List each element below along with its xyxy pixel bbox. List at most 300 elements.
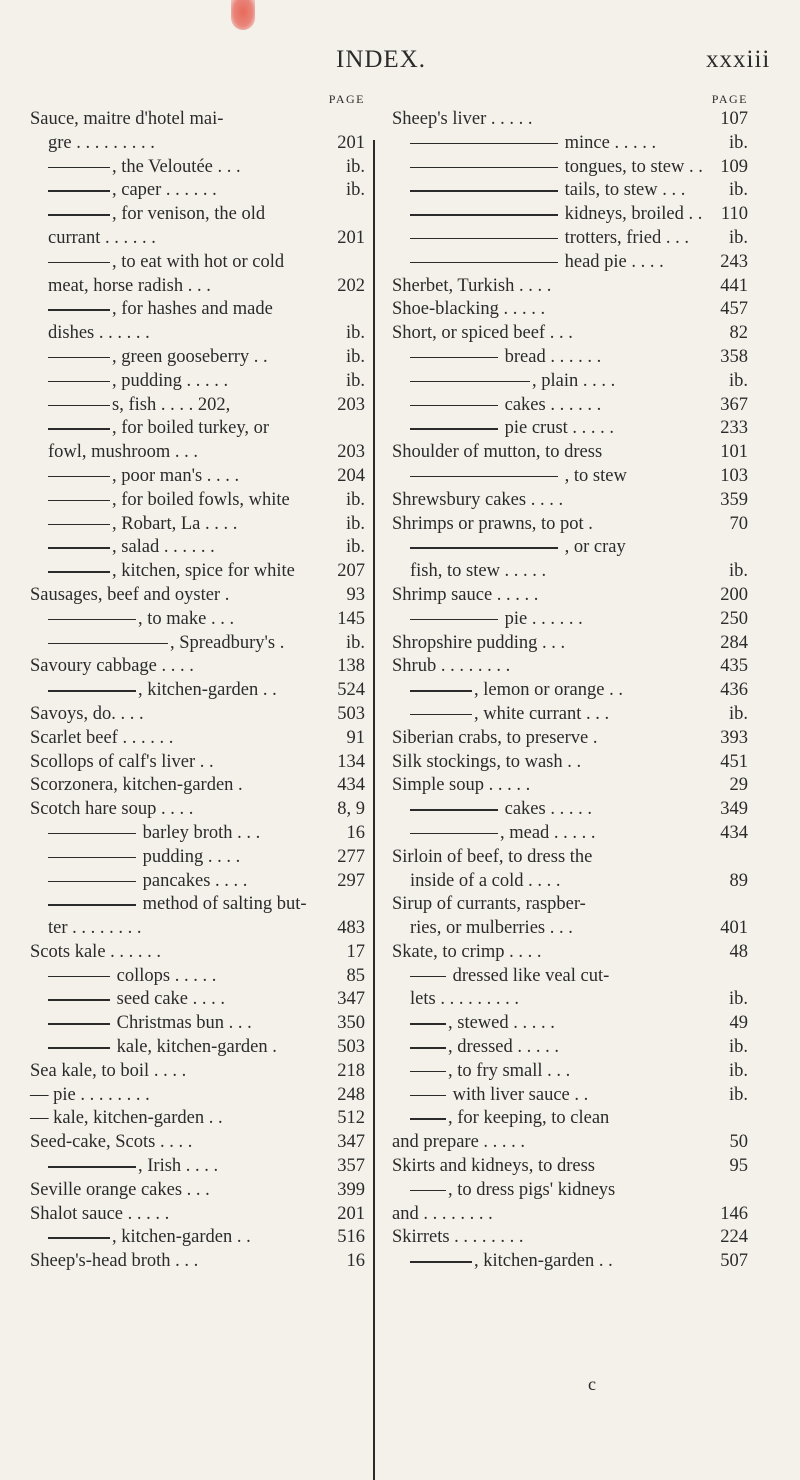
entry-label: method of salting but- bbox=[138, 894, 307, 915]
index-entry bbox=[30, 917, 365, 941]
ditto-rule bbox=[48, 619, 136, 621]
ditto-rule bbox=[410, 167, 558, 169]
ditto-rule bbox=[48, 976, 110, 978]
entry-label: , for venison, the old bbox=[112, 204, 266, 225]
index-entry bbox=[30, 298, 365, 322]
entry-label: Shalot sauce . . . . . bbox=[30, 1203, 170, 1224]
entry-text bbox=[392, 1061, 570, 1081]
entry-text bbox=[30, 418, 269, 438]
entry-page-number: 82 bbox=[727, 322, 749, 346]
entry-page-number: 516 bbox=[334, 1226, 365, 1250]
entry-page-number: ib. bbox=[726, 1060, 748, 1084]
entry-label: , to stew bbox=[560, 465, 627, 486]
entry-page-number: ib. bbox=[726, 1036, 748, 1060]
ditto-rule bbox=[410, 1261, 472, 1263]
entry-label: Sheep's-head broth . . . bbox=[30, 1251, 199, 1272]
index-entry bbox=[30, 941, 365, 965]
entry-page-number: 16 bbox=[344, 822, 366, 846]
index-entry bbox=[30, 156, 365, 180]
index-entry bbox=[392, 132, 748, 156]
index-entry bbox=[30, 132, 365, 156]
ditto-rule bbox=[410, 476, 558, 478]
entry-page-number: 347 bbox=[334, 1131, 365, 1155]
entry-label: dishes . . . . . . bbox=[48, 323, 150, 344]
entry-label: Scarlet beef . . . . . . bbox=[30, 727, 174, 748]
index-entry bbox=[30, 822, 365, 846]
index-entry bbox=[392, 179, 748, 203]
index-entry bbox=[392, 751, 748, 775]
entry-page-number: ib. bbox=[343, 536, 365, 560]
index-entry bbox=[30, 774, 365, 798]
running-title: INDEX. bbox=[336, 46, 427, 73]
entry-text bbox=[30, 871, 247, 891]
entry-text bbox=[30, 1156, 218, 1176]
index-entry bbox=[392, 917, 748, 941]
entry-page-number: 393 bbox=[717, 727, 748, 751]
entry-text bbox=[392, 894, 586, 914]
entry-text bbox=[30, 847, 240, 867]
entry-label: , for hashes and made bbox=[112, 299, 273, 320]
index-entry bbox=[392, 798, 748, 822]
index-entry bbox=[392, 608, 748, 632]
entry-page-number: 203 bbox=[334, 441, 365, 465]
index-entry bbox=[30, 703, 365, 727]
entry-text bbox=[30, 1037, 277, 1057]
ditto-rule bbox=[48, 1166, 136, 1168]
entry-page-number: 200 bbox=[717, 584, 748, 608]
entry-label: , kitchen-garden . . bbox=[112, 1227, 251, 1248]
index-entry bbox=[30, 1084, 365, 1108]
entry-text bbox=[30, 942, 161, 962]
entry-text bbox=[392, 561, 546, 581]
index-entry bbox=[392, 203, 748, 227]
ditto-rule bbox=[48, 524, 110, 526]
entry-label: , caper . . . . . . bbox=[112, 180, 217, 201]
entry-label: seed cake . . . . bbox=[112, 989, 226, 1010]
index-entry bbox=[392, 394, 748, 418]
entry-text bbox=[30, 989, 225, 1009]
index-entry bbox=[30, 536, 365, 560]
entry-page-number: 350 bbox=[334, 1012, 365, 1036]
entry-label: , Irish . . . . bbox=[138, 1156, 219, 1177]
entry-label: Scorzonera, kitchen-garden . bbox=[30, 775, 243, 796]
entry-text bbox=[392, 942, 542, 962]
ditto-rule bbox=[410, 143, 558, 145]
entry-text bbox=[392, 989, 519, 1009]
entry-text bbox=[392, 1180, 615, 1200]
index-entry bbox=[392, 536, 748, 560]
entry-page-number: 134 bbox=[334, 751, 365, 775]
entry-text bbox=[392, 1204, 493, 1224]
entry-page-number: 95 bbox=[727, 1155, 749, 1179]
entry-page-number: 91 bbox=[344, 727, 366, 751]
entry-label: meat, horse radish . . . bbox=[48, 275, 211, 296]
entry-label: Siberian crabs, to preserve . bbox=[392, 727, 598, 748]
entry-label: , green gooseberry . . bbox=[112, 346, 268, 367]
entry-label: head pie . . . . bbox=[560, 251, 664, 272]
entry-page-number: ib. bbox=[726, 227, 748, 251]
entry-label: Scollops of calf's liver . . bbox=[30, 751, 214, 772]
ditto-rule bbox=[48, 547, 110, 549]
entry-page-number: ib. bbox=[343, 322, 365, 346]
page-folio: xxxiii bbox=[706, 46, 771, 73]
entry-text bbox=[392, 276, 551, 296]
entry-text bbox=[392, 1013, 555, 1033]
entry-label: Shoe-blacking . . . . . bbox=[392, 299, 546, 320]
index-entry bbox=[392, 727, 748, 751]
entry-label: tongues, to stew . . bbox=[560, 156, 703, 177]
entry-label: Sheep's liver . . . . . bbox=[392, 109, 533, 129]
column-divider bbox=[373, 140, 375, 1480]
entry-page-number: 107 bbox=[717, 108, 748, 132]
entry-label: , kitchen-garden . . bbox=[138, 680, 277, 701]
entry-text bbox=[30, 537, 215, 557]
entry-page-number: 349 bbox=[717, 798, 748, 822]
index-entry bbox=[30, 870, 365, 894]
index-entry bbox=[392, 1012, 748, 1036]
index-column-right bbox=[392, 90, 748, 1274]
entry-page-number: ib. bbox=[343, 513, 365, 537]
entry-text bbox=[30, 109, 223, 129]
entry-page-number: 503 bbox=[334, 1036, 365, 1060]
index-entry bbox=[30, 655, 365, 679]
index-entry bbox=[392, 1250, 748, 1274]
index-entry bbox=[30, 108, 365, 132]
ditto-rule bbox=[410, 1095, 446, 1097]
entry-page-number: 347 bbox=[334, 988, 365, 1012]
entry-page-number: 297 bbox=[334, 870, 365, 894]
entry-page-number: 89 bbox=[727, 870, 749, 894]
index-entry bbox=[392, 465, 748, 489]
entry-text bbox=[30, 823, 260, 843]
entry-text bbox=[392, 395, 601, 415]
entry-page-number: ib. bbox=[343, 632, 365, 656]
entry-label: , for boiled turkey, or bbox=[112, 418, 270, 439]
entry-page-number: 436 bbox=[717, 679, 748, 703]
entry-label: Scotch hare soup . . . . bbox=[30, 799, 194, 820]
index-entry bbox=[392, 893, 748, 917]
entry-label: , salad . . . . . . bbox=[112, 537, 215, 558]
entry-page-number: ib. bbox=[726, 132, 748, 156]
entry-label: , stewed . . . . . bbox=[448, 1013, 555, 1034]
entry-page-number: 401 bbox=[717, 917, 748, 941]
entry-label: , poor man's . . . . bbox=[112, 465, 240, 486]
index-entry bbox=[30, 1107, 365, 1131]
index-entry bbox=[392, 370, 748, 394]
entry-page-number: 201 bbox=[334, 132, 365, 156]
entry-label: pie . . . . . . bbox=[500, 608, 583, 629]
entry-text bbox=[30, 1132, 192, 1152]
index-entry bbox=[30, 1036, 365, 1060]
entry-page-number: ib. bbox=[726, 560, 748, 584]
entry-label: pancakes . . . . bbox=[138, 870, 248, 891]
entry-text bbox=[30, 1204, 169, 1224]
entry-text bbox=[30, 609, 234, 629]
entry-label: Seed-cake, Scots . . . . bbox=[30, 1132, 193, 1153]
entry-text bbox=[392, 966, 609, 986]
index-entry bbox=[30, 203, 365, 227]
entry-text bbox=[392, 442, 602, 462]
index-entry bbox=[30, 1179, 365, 1203]
entry-label: , dressed . . . . . bbox=[448, 1037, 559, 1058]
entry-page-number: 201 bbox=[334, 1203, 365, 1227]
ditto-rule bbox=[48, 190, 110, 192]
index-entry bbox=[30, 846, 365, 870]
index-entry bbox=[30, 441, 365, 465]
index-column-left bbox=[30, 90, 365, 1274]
entry-text bbox=[30, 323, 150, 343]
entry-label: , Spreadbury's . bbox=[170, 632, 285, 653]
entry-text bbox=[392, 847, 592, 867]
entry-label: and prepare . . . . . bbox=[392, 1132, 526, 1153]
index-entry bbox=[30, 798, 365, 822]
entry-label: trotters, fried . . . bbox=[560, 227, 689, 248]
ditto-rule bbox=[48, 214, 110, 216]
entry-page-number: 49 bbox=[727, 1012, 749, 1036]
entry-text bbox=[392, 871, 561, 891]
entry-text bbox=[30, 585, 229, 605]
entry-text bbox=[392, 204, 702, 224]
entry-label: currant . . . . . . bbox=[48, 227, 156, 248]
index-entry bbox=[30, 893, 365, 917]
entry-text bbox=[30, 704, 144, 724]
entry-page-number: ib. bbox=[343, 489, 365, 513]
index-entry bbox=[30, 632, 365, 656]
entry-label: cakes . . . . . . bbox=[500, 394, 602, 415]
entry-label: , pudding . . . . . bbox=[112, 370, 229, 391]
entry-label: Shoulder of mutton, to dress bbox=[392, 442, 603, 463]
ditto-rule bbox=[410, 976, 446, 978]
entry-label: Short, or spiced beef . . . bbox=[392, 323, 573, 344]
index-entry bbox=[392, 941, 748, 965]
entry-page-number: 367 bbox=[717, 394, 748, 418]
entry-page-number: ib. bbox=[726, 179, 748, 203]
entry-label: , white currant . . . bbox=[474, 703, 610, 724]
entry-text bbox=[30, 1085, 150, 1105]
index-entry bbox=[30, 1203, 365, 1227]
index-entry bbox=[392, 965, 748, 989]
entry-text bbox=[392, 133, 656, 153]
entry-page-number: ib. bbox=[726, 703, 748, 727]
entry-label: , kitchen-garden . . bbox=[474, 1251, 613, 1272]
entry-page-number: ib. bbox=[726, 1084, 748, 1108]
entry-text bbox=[392, 228, 689, 248]
index-entry bbox=[392, 1131, 748, 1155]
entry-text bbox=[392, 323, 573, 343]
entry-page-number: 202 bbox=[334, 275, 365, 299]
ditto-rule bbox=[410, 809, 498, 811]
index-entry bbox=[30, 346, 365, 370]
index-entry bbox=[30, 370, 365, 394]
index-entry bbox=[392, 1179, 748, 1203]
entry-label: fish, to stew . . . . . bbox=[410, 561, 547, 582]
index-entry bbox=[30, 727, 365, 751]
entry-text bbox=[392, 823, 596, 843]
entry-text bbox=[30, 918, 142, 938]
index-entry bbox=[392, 584, 748, 608]
entry-label: ries, or mulberries . . . bbox=[410, 918, 573, 939]
entry-text bbox=[392, 299, 545, 319]
index-entry bbox=[30, 608, 365, 632]
entry-text bbox=[30, 775, 243, 795]
entry-text bbox=[30, 1013, 252, 1033]
entry-label: collops . . . . . bbox=[112, 965, 217, 986]
entry-label: inside of a cold . . . . bbox=[410, 870, 561, 891]
entry-page-number: ib. bbox=[343, 156, 365, 180]
index-entry bbox=[30, 1250, 365, 1274]
index-entry bbox=[30, 513, 365, 537]
entry-text bbox=[30, 1251, 198, 1271]
entry-text bbox=[30, 347, 268, 367]
entry-label: bread . . . . . . bbox=[500, 346, 602, 367]
entry-page-number: 359 bbox=[717, 489, 748, 513]
index-entry bbox=[392, 679, 748, 703]
entry-label: and . . . . . . . . bbox=[392, 1203, 493, 1224]
entry-text bbox=[392, 514, 593, 534]
entry-label: s, fish . . . . 202, bbox=[112, 394, 231, 415]
entry-label: Sauce, maitre d'hotel mai- bbox=[30, 109, 224, 129]
entry-page-number: 48 bbox=[727, 941, 749, 965]
entry-page-number: 503 bbox=[334, 703, 365, 727]
index-entry bbox=[30, 560, 365, 584]
entry-text bbox=[392, 1037, 559, 1057]
entry-label: Sausages, beef and oyster . bbox=[30, 584, 230, 605]
entry-page-number: ib. bbox=[726, 370, 748, 394]
index-entry bbox=[392, 1084, 748, 1108]
entry-page-number: 284 bbox=[717, 632, 748, 656]
entry-text bbox=[392, 633, 565, 653]
index-entry bbox=[30, 1226, 365, 1250]
entry-page-number: 16 bbox=[344, 1250, 366, 1274]
entry-label: , to make . . . bbox=[138, 608, 235, 629]
entry-page-number: 103 bbox=[717, 465, 748, 489]
entry-page-number: 233 bbox=[717, 417, 748, 441]
entry-label: with liver sauce . . bbox=[448, 1084, 589, 1105]
entry-text bbox=[30, 752, 214, 772]
index-entry bbox=[392, 227, 748, 251]
entry-text bbox=[392, 490, 563, 510]
entry-page-number: 434 bbox=[717, 822, 748, 846]
entry-label: gre . . . . . . . . . bbox=[48, 132, 155, 153]
index-entry bbox=[392, 655, 748, 679]
entry-label: Shrewsbury cakes . . . . bbox=[392, 489, 564, 510]
entry-text bbox=[392, 109, 533, 129]
index-entry bbox=[30, 1060, 365, 1084]
entry-page-number: 146 bbox=[717, 1203, 748, 1227]
entry-page-number: 203 bbox=[334, 394, 365, 418]
entry-text bbox=[392, 728, 597, 748]
ditto-rule bbox=[410, 1190, 446, 1192]
entry-label: Savoury cabbage . . . . bbox=[30, 656, 194, 677]
entry-page-number: 435 bbox=[717, 655, 748, 679]
entry-label: , the Veloutée . . . bbox=[112, 156, 241, 177]
entry-label: — pie . . . . . . . . bbox=[30, 1084, 150, 1105]
index-entry bbox=[392, 774, 748, 798]
entry-text bbox=[392, 799, 592, 819]
index-entry bbox=[392, 988, 748, 1012]
ditto-rule bbox=[48, 262, 110, 264]
index-entry bbox=[30, 179, 365, 203]
entry-text bbox=[392, 180, 685, 200]
index-entry bbox=[392, 489, 748, 513]
entry-page-number: 207 bbox=[334, 560, 365, 584]
entry-text bbox=[392, 537, 626, 557]
entry-list-right bbox=[392, 108, 748, 1274]
entry-text bbox=[392, 609, 583, 629]
entry-text bbox=[392, 418, 614, 438]
page-column-label: PAGE bbox=[711, 92, 748, 106]
index-entry bbox=[30, 1131, 365, 1155]
entry-label: mince . . . . . bbox=[560, 132, 657, 153]
index-entry bbox=[392, 870, 748, 894]
entry-page-number: 101 bbox=[717, 441, 748, 465]
entry-label: Sirloin of beef, to dress the bbox=[392, 846, 593, 867]
index-entry bbox=[30, 275, 365, 299]
index-entry bbox=[392, 275, 748, 299]
entry-text bbox=[30, 204, 265, 224]
entry-label: pie crust . . . . . bbox=[500, 418, 615, 439]
entry-text bbox=[30, 633, 284, 653]
index-entry bbox=[30, 751, 365, 775]
entry-page-number: 524 bbox=[334, 679, 365, 703]
ditto-rule bbox=[410, 190, 558, 192]
index-entry bbox=[30, 965, 365, 989]
entry-text bbox=[30, 799, 193, 819]
entry-text bbox=[30, 1108, 223, 1128]
entry-text bbox=[392, 752, 581, 772]
entry-text bbox=[392, 1132, 525, 1152]
entry-text bbox=[30, 490, 290, 510]
index-entry bbox=[30, 465, 365, 489]
entry-label: , Robart, La . . . . bbox=[112, 513, 238, 534]
entry-label: , to fry small . . . bbox=[448, 1060, 571, 1081]
entry-label: Skate, to crimp . . . . bbox=[392, 941, 542, 962]
entry-page-number: 17 bbox=[344, 941, 366, 965]
ditto-rule bbox=[410, 714, 472, 716]
entry-text bbox=[392, 1108, 609, 1128]
ditto-rule bbox=[410, 381, 530, 383]
index-entry bbox=[392, 1203, 748, 1227]
ditto-rule bbox=[48, 357, 110, 359]
entry-label: Sea kale, to boil . . . . bbox=[30, 1060, 187, 1081]
entry-label: Seville orange cakes . . . bbox=[30, 1179, 210, 1200]
ditto-rule bbox=[48, 309, 110, 311]
entry-text bbox=[30, 157, 241, 177]
entry-label: , to eat with hot or cold bbox=[112, 251, 285, 272]
entry-page-number: 358 bbox=[717, 346, 748, 370]
entry-label: , plain . . . . bbox=[532, 370, 616, 391]
entry-text bbox=[30, 466, 239, 486]
index-entry bbox=[30, 227, 365, 251]
entry-text bbox=[392, 704, 609, 724]
ditto-rule bbox=[48, 833, 136, 835]
ditto-rule bbox=[48, 881, 136, 883]
entry-page-number: 8, 9 bbox=[334, 798, 365, 822]
ditto-rule bbox=[410, 214, 558, 216]
entry-label: Sherbet, Turkish . . . . bbox=[392, 275, 552, 296]
entry-label: Shropshire pudding . . . bbox=[392, 632, 566, 653]
entry-text bbox=[392, 1156, 595, 1176]
entry-text bbox=[392, 347, 601, 367]
entry-page-number: 483 bbox=[334, 917, 365, 941]
ditto-rule bbox=[410, 1047, 446, 1049]
entry-text bbox=[30, 1061, 186, 1081]
entry-page-number: 109 bbox=[717, 156, 748, 180]
ditto-rule bbox=[48, 999, 110, 1001]
entry-page-number: 110 bbox=[718, 203, 748, 227]
index-entry bbox=[392, 346, 748, 370]
entry-page-number: 70 bbox=[727, 513, 749, 537]
